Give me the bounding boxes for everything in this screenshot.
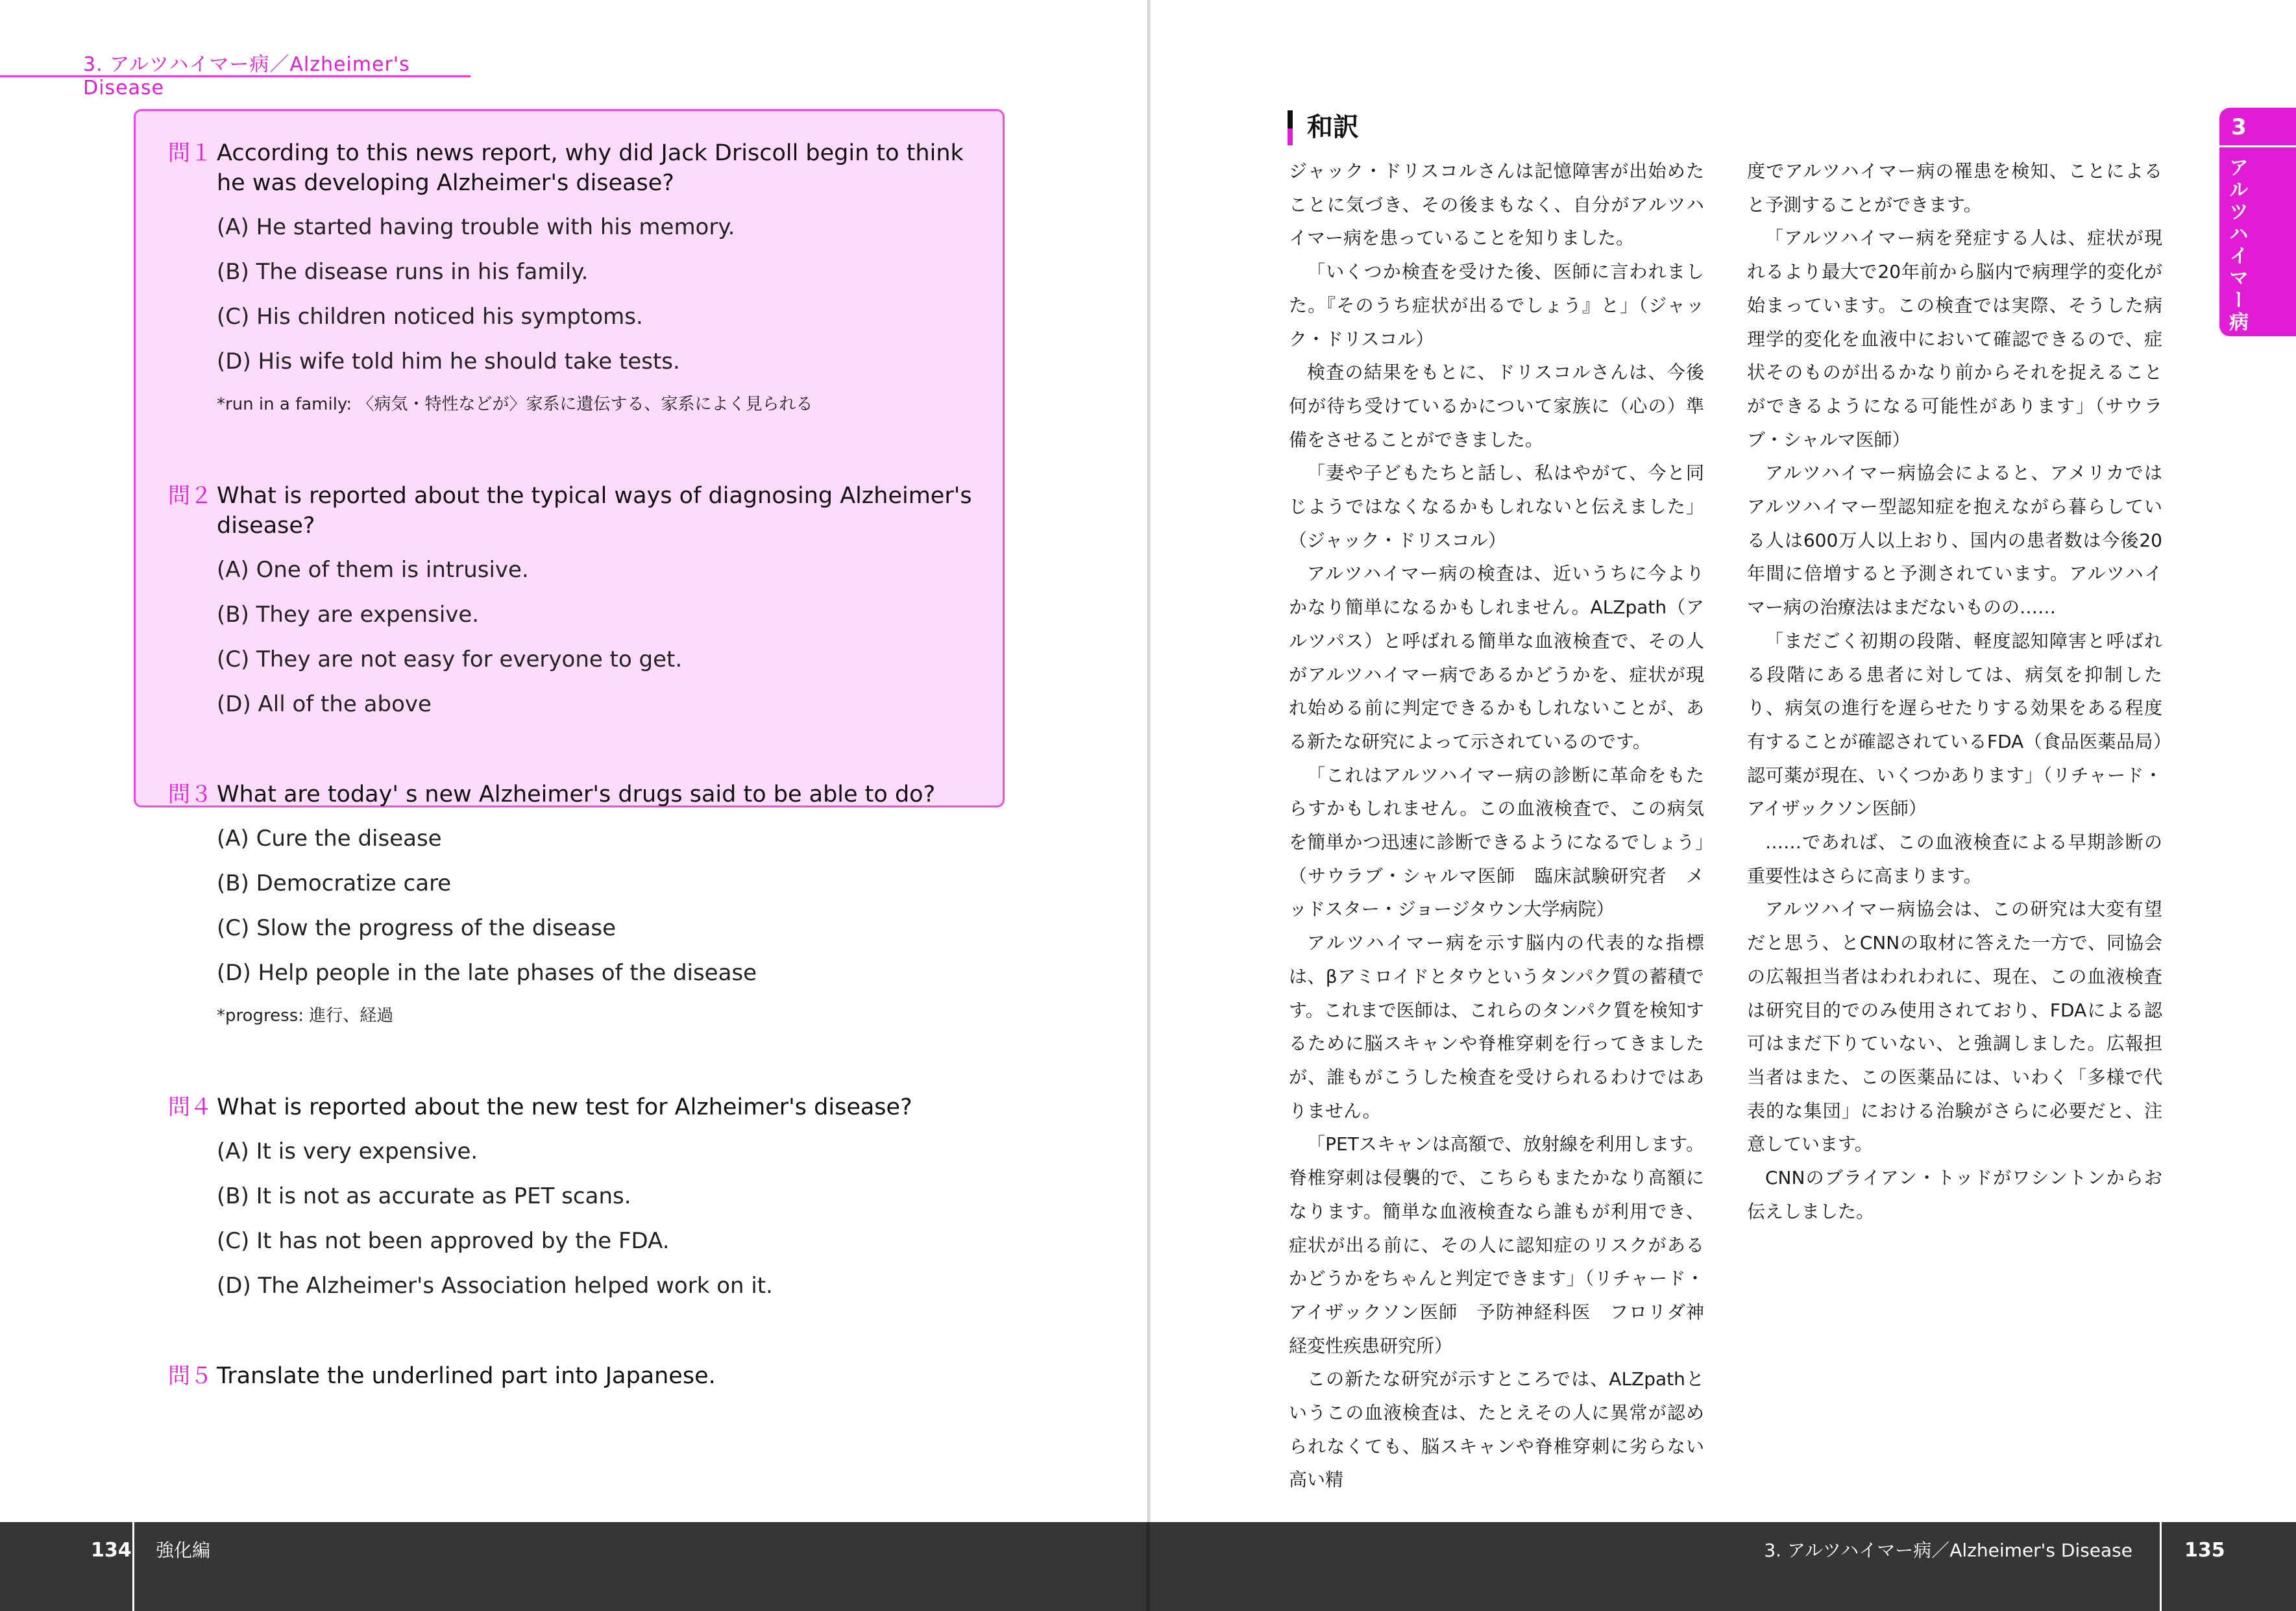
page-number-left: 134 <box>91 1539 132 1562</box>
question-text: According to this news report, why did Jack Driscoll begin to think he was developing Alzheimer's disease? <box>217 140 964 196</box>
footer-gutter <box>1146 1522 1150 1611</box>
right-page <box>1147 0 2296 1611</box>
tab-divider <box>2219 145 2296 147</box>
paragraph: 「これはアルツハイマー病の診断に革命をもたらすかもしれません。この血液検査で、この病気を簡単かつ迅速に診断できるようになるでしょう」（サウラブ・シャルマ医師 臨床試験研究者 メッドスター・ジョージタウン大学病院） <box>1289 764 1704 920</box>
paragraph: ……であれば、この血液検査による早期診断の重要性はさらに高まります。 <box>1747 831 2162 887</box>
option-d: (D) His wife told him he should take tests. <box>217 349 680 375</box>
footer-divider-right <box>2160 1522 2162 1611</box>
paragraph: 「いくつか検査を受けた後、医師に言われました。『そのうち症状が出るでしょう』と」（ジャック・ドリスコル） <box>1289 261 1704 350</box>
question-label: 問１ <box>168 140 212 166</box>
option-d: (D) The Alzheimer's Association helped work on it. <box>217 1273 773 1299</box>
running-head <box>0 45 470 99</box>
left-page <box>0 0 1147 1611</box>
question-label: 問３ <box>168 781 212 807</box>
running-head-text: 3. アルツハイマー病／Alzheimer's Disease <box>83 53 410 99</box>
footer-bar <box>0 1522 2296 1611</box>
translation-column-2 <box>1747 154 2162 1229</box>
footer-divider-left <box>132 1522 134 1611</box>
question-text: Translate the underlined part into Japanese. <box>217 1363 716 1389</box>
section-marker-accent <box>1288 129 1293 145</box>
option-d: (D) All of the above <box>217 691 432 717</box>
question-text: What are today' s new Alzheimer's drugs said to be able to do? <box>217 781 936 807</box>
chapter-tab-text: アルツハイマー病 <box>2225 157 2248 334</box>
paragraph: アルツハイマー病協会によると、アメリカではアルツハイマー型認知症を抱えながら暮らしている人は600万人以上おり、国内の患者数は今後20年間に倍増すると予測されています。アルツハイマー病の治療法はまだないものの…… <box>1747 462 2162 619</box>
paragraph: ジャック・ドリスコルさんは記憶障害が出始めたことに気づき、その後まもなく、自分がアルツハイマー病を患っていることを知りました。 <box>1289 160 1704 249</box>
paragraph: 検査の結果をもとに、ドリスコルさんは、今後何が待ち受けているかについて家族に（心の）準備をさせることができました。 <box>1289 362 1704 450</box>
question-label: 問２ <box>168 483 212 509</box>
question-label: 問４ <box>168 1094 212 1120</box>
paragraph: CNNのブライアン・トッドがワシントンからお伝えしました。 <box>1747 1167 2162 1222</box>
paragraph: アルツハイマー病協会は、この研究は大変有望だと思う、とCNNの取材に答えた一方で、同協会の広報担当者はわれわれに、現在、この血液検査は研究目的でのみ使用されており、FDAによる認可はまだ下りていない、と強調しました。広報担当者はまた、この医薬品には、いわく「多様で代表的な集団」における治験がさらに必要だと、注意しています。 <box>1747 898 2162 1155</box>
paragraph: 「まだごく初期の段階、軽度認知障害と呼ばれる段階にある患者に対しては、病気を抑制したり、病気の進行を遅らせたりする効果をある程度有することが確認されているFDA（食品医薬品局）認可薬が現在、いくつかあります」（リチャード・アイザックソン医師） <box>1747 630 2162 820</box>
section-title: 和訳 <box>1307 112 1359 142</box>
option-b: (B) Democratize care <box>217 870 452 896</box>
option-a: (A) It is very expensive. <box>217 1138 478 1164</box>
option-c: (C) His children noticed his symptoms. <box>217 304 643 330</box>
paragraph: 「PETスキャンは高額で、放射線を利用します。脊椎穿刺は侵襲的で、こちらもまたかなり高額になります。簡単な血液検査なら誰もが利用でき、症状が出る前に、その人に認知症のリスクがあるかどうかをちゃんと判定できます」（リチャード・アイザックソン医師 予防神経科医 フロリダ神経変性疾患研究所） <box>1289 1133 1704 1357</box>
chapter-side-tab <box>2219 108 2296 336</box>
chapter-number: 3 <box>2231 114 2247 140</box>
option-b: (B) It is not as accurate as PET scans. <box>217 1183 631 1209</box>
option-d: (D) Help people in the late phases of the disease <box>217 960 757 986</box>
option-c: (C) Slow the progress of the disease <box>217 915 617 941</box>
vocab-note: *progress: 進行、経過 <box>217 1006 394 1026</box>
option-b: (B) They are expensive. <box>217 602 480 628</box>
question-text: What is reported about the new test for Alzheimer's disease? <box>217 1094 912 1120</box>
option-a: (A) He started having trouble with his memory. <box>217 214 735 240</box>
question-box <box>134 109 1005 1389</box>
option-c: (C) It has not been approved by the FDA. <box>217 1228 670 1254</box>
footer-section: 強化編 <box>156 1540 211 1561</box>
option-a: (A) One of them is intrusive. <box>217 557 529 583</box>
paragraph: アルツハイマー病を示す脳内の代表的な指標は、βアミロイドとタウというタンパク質の蓄積です。これまで医師は、これらのタンパク質を検知するために脳スキャンや脊椎穿刺を行ってきましたが、誰もがこうした検査を受けられるわけではありません。 <box>1289 932 1704 1122</box>
option-a: (A) Cure the disease <box>217 826 442 852</box>
question-text: What is reported about the typical ways of diagnosing Alzheimer's disease? <box>217 483 972 539</box>
vocab-note: *run in a family: 〈病気・特性などが〉家系に遺伝する、家系によく見られる <box>217 395 813 414</box>
paragraph: この新たな研究が示すところでは、ALZpathというこの血液検査は、たとえその人に異常が認められなくても、脳スキャンや脊椎穿刺に劣らない高い精 <box>1289 1368 1704 1491</box>
translation-column-1 <box>1289 154 1704 1497</box>
paragraph: 度でアルツハイマー病の罹患を検知、ことによると予測することができます。 <box>1747 160 2162 215</box>
paragraph: アルツハイマー病の検査は、近いうちに今よりかなり簡単になるかもしれません。ALZpath（アルツパス）と呼ばれる簡単な血液検査で、その人がアルツハイマー病であるかどうかを、症状が現れ始める前に判定できるかもしれないことが、ある新たな研究によって示されているのです。 <box>1289 563 1704 752</box>
page-number-right: 135 <box>2184 1539 2225 1562</box>
question-label: 問５ <box>168 1363 212 1389</box>
option-c: (C) They are not easy for everyone to get. <box>217 646 683 672</box>
paragraph: 「妻や子どもたちと話し、私はやがて、今と同じようではなくなるかもしれないと伝えました」（ジャック・ドリスコル） <box>1289 462 1704 551</box>
footer-chapter: 3. アルツハイマー病／Alzheimer's Disease <box>1764 1540 2132 1561</box>
option-b: (B) The disease runs in his family. <box>217 259 589 285</box>
paragraph: 「アルツハイマー病を発症する人は、症状が現れるより最大で20年前から脳内で病理学的変化が始まっています。この検査では実際、そうした病理学的変化を血液中において確認できるので、症状そのものが出るかなり前からそれを捉えることができるようになる可能性があります」（サウラブ・シャルマ医師） <box>1747 227 2162 450</box>
